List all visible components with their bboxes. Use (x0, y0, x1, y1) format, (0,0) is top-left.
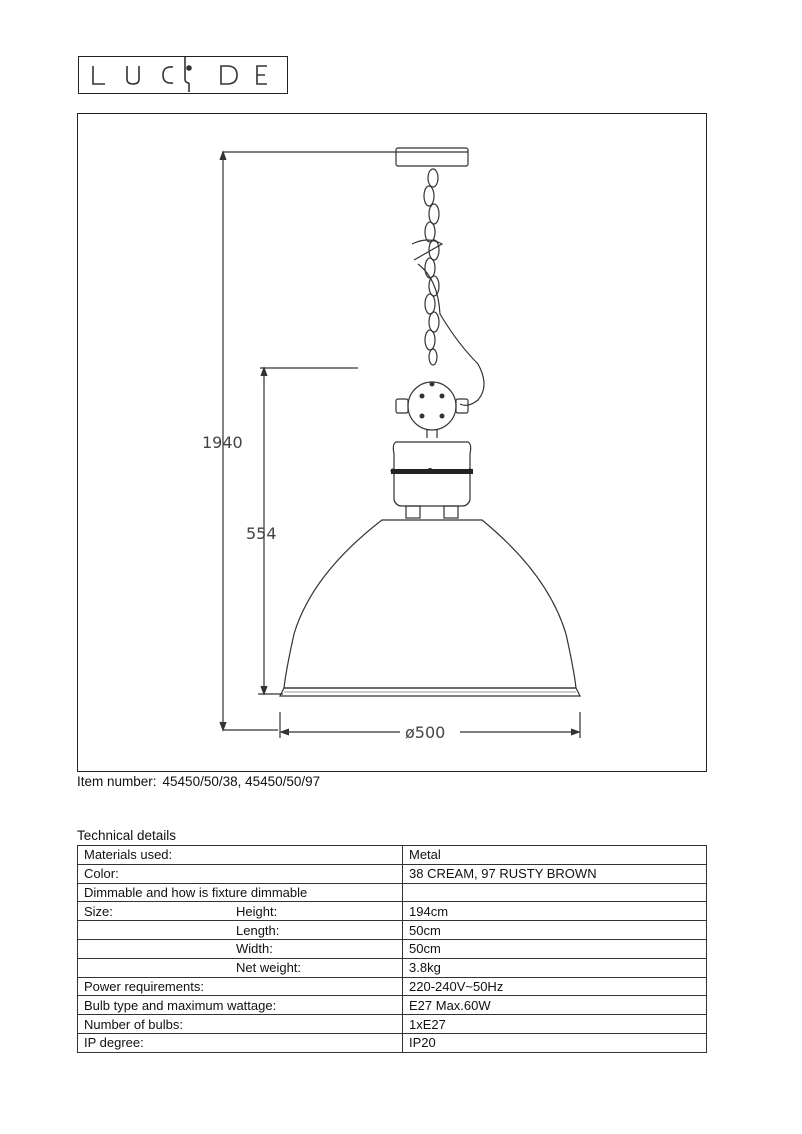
row-value: 50cm (403, 921, 707, 940)
brand-logo (78, 56, 288, 94)
dim-label-diameter: ø500 (405, 723, 446, 742)
table-row (78, 1015, 707, 1034)
junction-hub (408, 382, 456, 430)
cable (412, 240, 484, 405)
item-number-label: Item number: (77, 774, 157, 789)
table-row (78, 939, 707, 958)
row-label: Power requirements: (78, 977, 231, 996)
technical-details-title: Technical details (77, 828, 177, 843)
dim-label-total-height: 1940 (202, 433, 243, 452)
row-sublabel (230, 846, 403, 865)
table-row (78, 864, 707, 883)
row-sublabel: Width: (230, 939, 403, 958)
table-row (78, 958, 707, 977)
row-label: Number of bulbs: (78, 1015, 231, 1034)
table-row (78, 883, 707, 902)
row-value: 50cm (403, 939, 707, 958)
row-label: Materials used: (78, 846, 231, 865)
table-row (78, 921, 707, 940)
row-value: Metal (403, 846, 707, 865)
row-label: Size: (78, 902, 231, 921)
table-row (78, 902, 707, 921)
row-sublabel: Length: (230, 921, 403, 940)
technical-details-table (77, 845, 707, 1053)
row-label: Dimmable and how is fixture dimmable (78, 883, 403, 902)
row-value: 194cm (403, 902, 707, 921)
lucide-logo-graphic (79, 57, 286, 92)
ceiling-canopy (396, 148, 468, 166)
row-value: 38 CREAM, 97 RUSTY BROWN (403, 864, 707, 883)
table-row (78, 1033, 707, 1052)
row-sublabel (230, 864, 403, 883)
row-sublabel: Net weight: (230, 958, 403, 977)
technical-drawing (77, 113, 707, 772)
row-value: 220-240V~50Hz (403, 977, 707, 996)
row-sublabel (230, 1015, 403, 1034)
row-value: E27 Max.60W (403, 996, 707, 1015)
item-number (77, 774, 320, 789)
row-value: 1xE27 (403, 1015, 707, 1034)
socket-band (391, 468, 474, 474)
row-label: Bulb type and maximum wattage: (78, 996, 403, 1015)
table-row (78, 996, 707, 1015)
row-sublabel (230, 977, 403, 996)
row-sublabel (230, 1033, 403, 1052)
row-value: 3.8kg (403, 958, 707, 977)
chain (424, 169, 439, 365)
row-label: Color: (78, 864, 231, 883)
row-value: IP20 (403, 1033, 707, 1052)
table-row (78, 846, 707, 865)
row-label (78, 921, 231, 940)
row-value (403, 883, 707, 902)
row-label (78, 939, 231, 958)
row-sublabel: Height: (230, 902, 403, 921)
item-number-value: 45450/50/38, 45450/50/97 (162, 774, 321, 789)
dim-label-shade-height: 554 (246, 524, 277, 543)
lamp-shade (284, 520, 576, 688)
table-row (78, 977, 707, 996)
row-label (78, 958, 231, 977)
lamp-drawing-svg (78, 114, 708, 773)
row-label: IP degree: (78, 1033, 231, 1052)
